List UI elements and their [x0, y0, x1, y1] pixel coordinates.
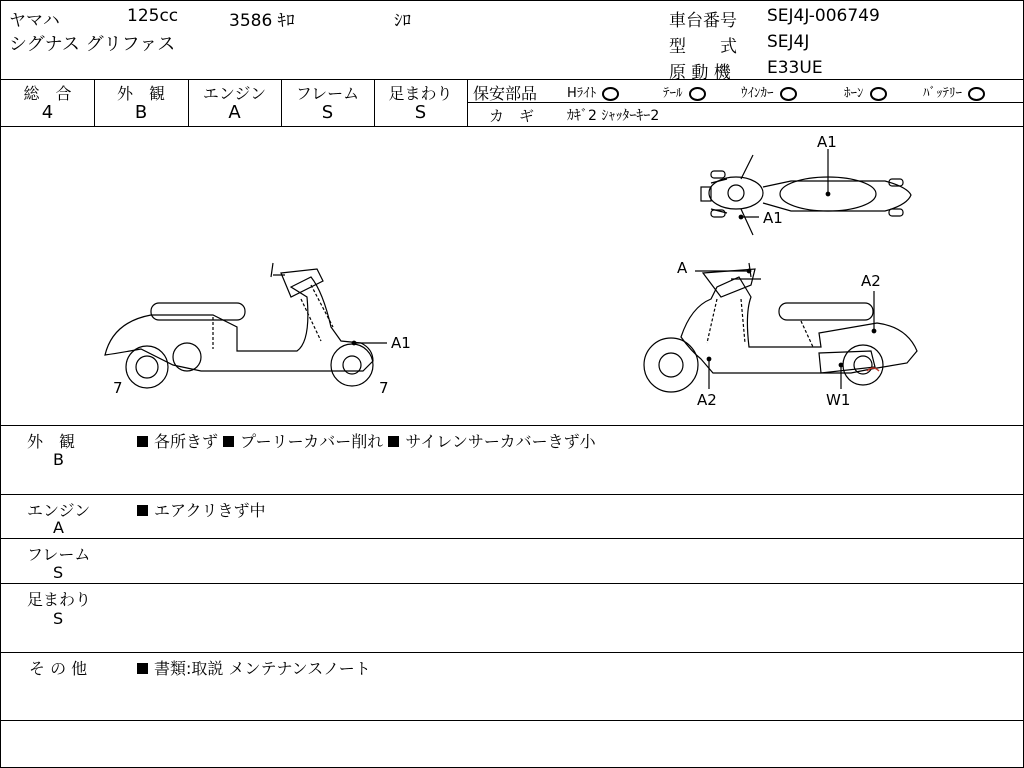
divider [1, 720, 1023, 721]
safety-item-horn [844, 82, 887, 101]
safety-item-headlight [567, 82, 619, 101]
model-label: 型 式 [669, 37, 737, 57]
bullet-square-icon [388, 436, 399, 447]
model-name: シグナス グリファス [9, 34, 176, 55]
note-category-other: そ の 他 [29, 659, 88, 678]
safety-item-battery [923, 82, 985, 101]
safety-item-winker [741, 82, 797, 101]
mileage: 3586 ｷﾛ [229, 11, 295, 31]
ok-circle-icon [870, 87, 887, 101]
divider [1, 652, 1023, 653]
safety-label: 保安部品 [473, 84, 538, 103]
grade-frame-value: S [321, 102, 334, 123]
safety-item-label: ｳｲﾝｶｰ [741, 86, 774, 101]
diagram-label: A2 [697, 391, 717, 409]
engine-label: 原 動 機 [669, 63, 731, 83]
bullet-square-icon [137, 663, 148, 674]
ok-circle-icon [968, 87, 985, 101]
safety-item-taillight [663, 82, 706, 101]
safety-item-label: ﾊﾞｯﾃﾘｰ [923, 86, 962, 101]
bullet-square-icon [137, 436, 148, 447]
grade-overall-label: 総 合 [23, 84, 72, 103]
note-category-suspension: 足まわり [27, 590, 92, 609]
divider [1, 583, 1023, 584]
note-grade-exterior: B [53, 450, 64, 469]
grade-suspension-value: S [414, 102, 427, 123]
diagram-label: 7 [113, 379, 123, 397]
divider [1, 79, 1023, 80]
displacement: 125cc [127, 6, 179, 26]
diagram-label: W1 [826, 391, 851, 409]
grade-engine-value: A [228, 102, 241, 123]
grade-exterior-label: 外 観 [116, 84, 165, 103]
note-text-engine: エアクリきず中 [137, 498, 266, 521]
bullet-square-icon [223, 436, 234, 447]
note-category-frame: フレーム [27, 545, 91, 564]
scooter-diagram [1, 127, 1023, 425]
diagram-label: A1 [391, 334, 411, 352]
maker: ヤマハ [9, 11, 60, 31]
ok-circle-icon [780, 87, 797, 101]
safety-item-label: ﾎｰﾝ [844, 86, 864, 101]
grade-exterior-value: B [134, 102, 148, 123]
note-text-other: 書類:取説 メンテナンスノート [137, 656, 371, 679]
safety-item-label: ﾃｰﾙ [663, 86, 683, 101]
key-label: カ ギ [489, 107, 535, 125]
color: ｼﾛ [394, 11, 411, 31]
scooter-top-view [701, 149, 911, 235]
grade-suspension-label: 足まわり [388, 84, 453, 103]
ok-circle-icon [602, 87, 619, 101]
note-grade-suspension: S [53, 609, 64, 628]
frame-no: SEJ4J-006749 [767, 6, 880, 26]
engine-code: E33UE [767, 58, 823, 78]
note-grade-frame: S [53, 563, 64, 582]
frame-no-label: 車台番号 [669, 11, 737, 31]
bullet-square-icon [137, 505, 148, 516]
key-value: ｶｷﾞ2 ｼｬｯﾀｰｷｰ2 [567, 108, 660, 124]
safety-item-label: Hﾗｲﾄ [567, 86, 597, 101]
diagram-label: A2 [861, 272, 881, 290]
grade-overall-value: 4 [41, 102, 54, 123]
scooter-left-view [105, 263, 387, 388]
grade-engine-label: エンジン [202, 84, 267, 103]
note-text-exterior: 各所きず プーリーカバー削れ サイレンサーカバーきず小 [137, 429, 596, 452]
grade-frame-label: フレーム [295, 84, 360, 103]
divider [467, 102, 1023, 103]
divider [1, 538, 1023, 539]
model-code: SEJ4J [767, 32, 810, 52]
note-category-exterior: 外 観 [27, 432, 76, 451]
ok-circle-icon [689, 87, 706, 101]
diagram-label: A1 [763, 209, 783, 227]
divider [1, 494, 1023, 495]
note-grade-engine: A [53, 518, 64, 537]
diagram-label: 7 [379, 379, 389, 397]
note-category-engine: エンジン [27, 501, 91, 520]
diagram-label: A1 [817, 133, 837, 151]
divider [1, 425, 1023, 426]
diagram-label: A [677, 259, 688, 277]
safety-parts-row [473, 81, 537, 104]
